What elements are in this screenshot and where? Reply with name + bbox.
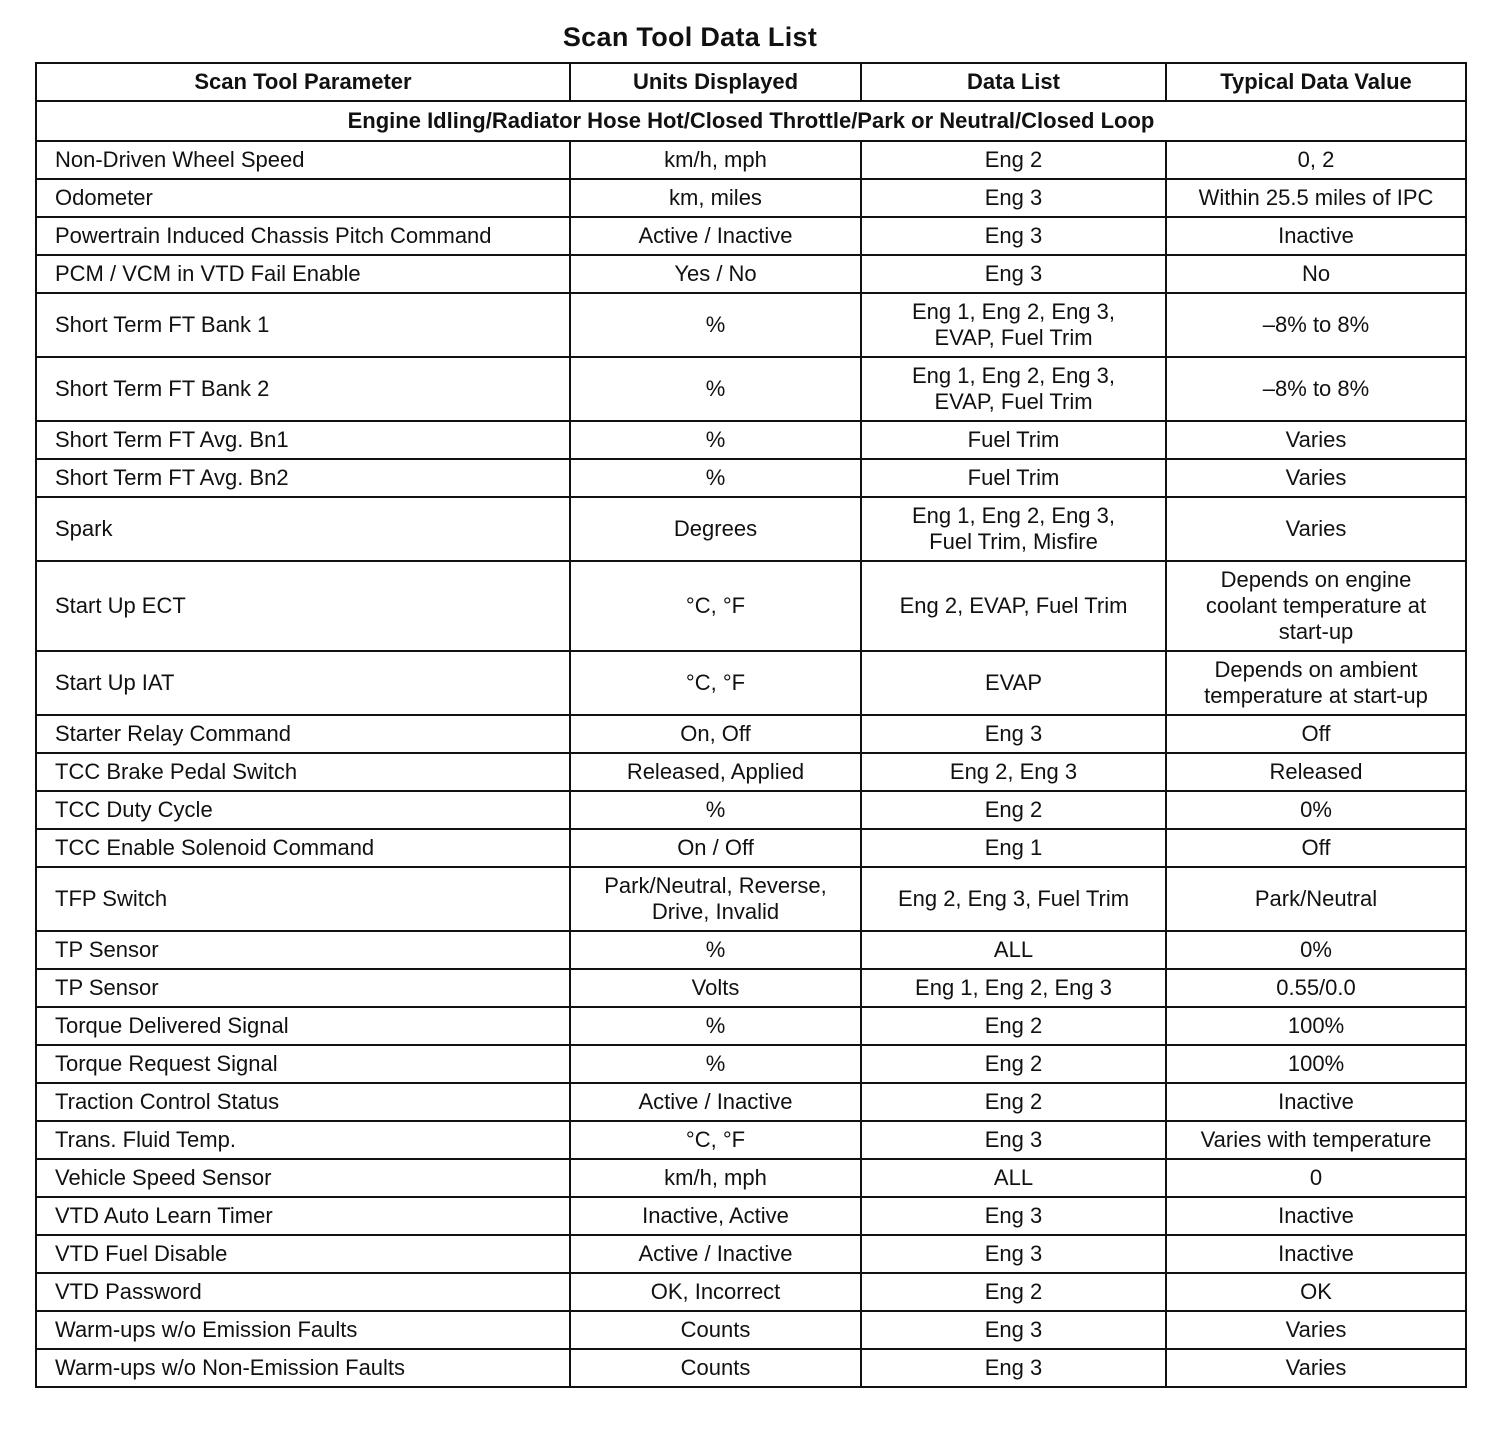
- cell-data-list: Eng 3: [861, 179, 1166, 217]
- cell-data-list: Eng 1: [861, 829, 1166, 867]
- cell-typical-value: –8% to 8%: [1166, 357, 1466, 421]
- cell-data-list: EVAP: [861, 651, 1166, 715]
- cell-units: Inactive, Active: [570, 1197, 861, 1235]
- table-row: [36, 421, 1466, 459]
- cell-parameter: Non-Driven Wheel Speed: [36, 141, 570, 179]
- table-row: [36, 1083, 1466, 1121]
- cell-parameter: Start Up IAT: [36, 651, 570, 715]
- cell-data-list: Eng 1, Eng 2, Eng 3, EVAP, Fuel Trim: [861, 357, 1166, 421]
- cell-typical-value: –8% to 8%: [1166, 293, 1466, 357]
- cell-data-list: Eng 3: [861, 1349, 1166, 1387]
- cell-parameter: TCC Duty Cycle: [36, 791, 570, 829]
- cell-parameter: VTD Password: [36, 1273, 570, 1311]
- cell-units: km/h, mph: [570, 1159, 861, 1197]
- cell-units: Active / Inactive: [570, 1235, 861, 1273]
- cell-typical-value: 0%: [1166, 791, 1466, 829]
- section-row: [36, 101, 1466, 141]
- cell-parameter: TP Sensor: [36, 931, 570, 969]
- cell-data-list: Eng 3: [861, 1235, 1166, 1273]
- cell-units: On, Off: [570, 715, 861, 753]
- cell-parameter: Starter Relay Command: [36, 715, 570, 753]
- column-header-data-list: Data List: [861, 63, 1166, 101]
- cell-typical-value: Off: [1166, 829, 1466, 867]
- cell-data-list: ALL: [861, 931, 1166, 969]
- cell-parameter: TCC Brake Pedal Switch: [36, 753, 570, 791]
- cell-data-list: Eng 2, Eng 3, Fuel Trim: [861, 867, 1166, 931]
- table-row: [36, 459, 1466, 497]
- cell-typical-value: 0.55/0.0: [1166, 969, 1466, 1007]
- cell-units: On / Off: [570, 829, 861, 867]
- cell-parameter: Short Term FT Bank 2: [36, 357, 570, 421]
- cell-typical-value: Varies: [1166, 459, 1466, 497]
- cell-typical-value: 0: [1166, 1159, 1466, 1197]
- cell-typical-value: Inactive: [1166, 1083, 1466, 1121]
- column-header-parameter: Scan Tool Parameter: [36, 63, 570, 101]
- cell-parameter: Short Term FT Bank 1: [36, 293, 570, 357]
- cell-units: %: [570, 931, 861, 969]
- cell-units: Counts: [570, 1349, 861, 1387]
- cell-data-list: Eng 2, EVAP, Fuel Trim: [861, 561, 1166, 651]
- cell-units: °C, °F: [570, 561, 861, 651]
- cell-parameter: Short Term FT Avg. Bn1: [36, 421, 570, 459]
- cell-units: Yes / No: [570, 255, 861, 293]
- cell-data-list: Eng 2: [861, 141, 1166, 179]
- cell-units: °C, °F: [570, 1121, 861, 1159]
- table-row: [36, 357, 1466, 421]
- cell-data-list: Eng 2: [861, 791, 1166, 829]
- table-row: [36, 1235, 1466, 1273]
- cell-typical-value: OK: [1166, 1273, 1466, 1311]
- cell-typical-value: Inactive: [1166, 1235, 1466, 1273]
- table-row: [36, 1273, 1466, 1311]
- cell-typical-value: Depends on engine coolant temperature at start-up: [1166, 561, 1466, 651]
- cell-parameter: Powertrain Induced Chassis Pitch Command: [36, 217, 570, 255]
- cell-data-list: Eng 2: [861, 1273, 1166, 1311]
- table-row: [36, 753, 1466, 791]
- cell-data-list: Eng 3: [861, 217, 1166, 255]
- cell-parameter: Start Up ECT: [36, 561, 570, 651]
- table-row: [36, 1311, 1466, 1349]
- cell-parameter: Torque Delivered Signal: [36, 1007, 570, 1045]
- cell-data-list: Eng 1, Eng 2, Eng 3, EVAP, Fuel Trim: [861, 293, 1166, 357]
- cell-typical-value: Varies: [1166, 497, 1466, 561]
- cell-units: %: [570, 459, 861, 497]
- cell-units: Active / Inactive: [570, 217, 861, 255]
- cell-typical-value: Inactive: [1166, 1197, 1466, 1235]
- cell-typical-value: 100%: [1166, 1007, 1466, 1045]
- cell-units: Active / Inactive: [570, 1083, 861, 1121]
- cell-data-list: Eng 1, Eng 2, Eng 3, Fuel Trim, Misfire: [861, 497, 1166, 561]
- table-row: [36, 179, 1466, 217]
- cell-parameter: Torque Request Signal: [36, 1045, 570, 1083]
- cell-units: %: [570, 1007, 861, 1045]
- cell-parameter: Warm-ups w/o Emission Faults: [36, 1311, 570, 1349]
- cell-typical-value: Varies with temperature: [1166, 1121, 1466, 1159]
- cell-parameter: PCM / VCM in VTD Fail Enable: [36, 255, 570, 293]
- cell-typical-value: 0%: [1166, 931, 1466, 969]
- cell-data-list: Eng 3: [861, 255, 1166, 293]
- cell-units: Released, Applied: [570, 753, 861, 791]
- cell-typical-value: Varies: [1166, 1311, 1466, 1349]
- cell-units: km, miles: [570, 179, 861, 217]
- cell-units: %: [570, 293, 861, 357]
- cell-units: km/h, mph: [570, 141, 861, 179]
- page-title: Scan Tool Data List: [562, 22, 818, 52]
- table-row: [36, 561, 1466, 651]
- table-row: [36, 651, 1466, 715]
- cell-units: Park/Neutral, Reverse, Drive, Invalid: [570, 867, 861, 931]
- cell-parameter: Trans. Fluid Temp.: [36, 1121, 570, 1159]
- cell-data-list: Eng 3: [861, 715, 1166, 753]
- cell-data-list: Fuel Trim: [861, 459, 1166, 497]
- column-header-units: Units Displayed: [570, 63, 861, 101]
- table-row: [36, 931, 1466, 969]
- table-row: [36, 141, 1466, 179]
- cell-typical-value: Varies: [1166, 421, 1466, 459]
- header-row: [36, 63, 1466, 101]
- cell-data-list: Eng 2, Eng 3: [861, 753, 1166, 791]
- cell-parameter: VTD Fuel Disable: [36, 1235, 570, 1273]
- cell-data-list: Eng 3: [861, 1121, 1166, 1159]
- cell-units: Degrees: [570, 497, 861, 561]
- cell-data-list: Eng 2: [861, 1045, 1166, 1083]
- cell-data-list: Eng 2: [861, 1083, 1166, 1121]
- cell-data-list: ALL: [861, 1159, 1166, 1197]
- cell-typical-value: 0, 2: [1166, 141, 1466, 179]
- cell-data-list: Fuel Trim: [861, 421, 1166, 459]
- cell-units: %: [570, 421, 861, 459]
- table-row: [36, 829, 1466, 867]
- cell-typical-value: Off: [1166, 715, 1466, 753]
- cell-units: %: [570, 791, 861, 829]
- cell-parameter: Vehicle Speed Sensor: [36, 1159, 570, 1197]
- table-row: [36, 1121, 1466, 1159]
- cell-typical-value: Depends on ambient temperature at start-up: [1166, 651, 1466, 715]
- column-header-typical-value: Typical Data Value: [1166, 63, 1466, 101]
- table-row: [36, 1349, 1466, 1387]
- cell-typical-value: Park/Neutral: [1166, 867, 1466, 931]
- cell-units: %: [570, 357, 861, 421]
- cell-units: °C, °F: [570, 651, 861, 715]
- table-row: [36, 1045, 1466, 1083]
- table-row: [36, 497, 1466, 561]
- cell-typical-value: Inactive: [1166, 217, 1466, 255]
- table-row: [36, 217, 1466, 255]
- cell-parameter: TCC Enable Solenoid Command: [36, 829, 570, 867]
- cell-units: OK, Incorrect: [570, 1273, 861, 1311]
- scan-tool-data-table: [35, 62, 1467, 1388]
- cell-parameter: Warm-ups w/o Non-Emission Faults: [36, 1349, 570, 1387]
- cell-parameter: TFP Switch: [36, 867, 570, 931]
- table-row: [36, 867, 1466, 931]
- cell-units: %: [570, 1045, 861, 1083]
- cell-typical-value: Released: [1166, 753, 1466, 791]
- cell-typical-value: Varies: [1166, 1349, 1466, 1387]
- cell-data-list: Eng 3: [861, 1311, 1166, 1349]
- section-label: Engine Idling/Radiator Hose Hot/Closed Throttle/Park or Neutral/Closed Loop: [36, 101, 1466, 141]
- cell-parameter: Traction Control Status: [36, 1083, 570, 1121]
- cell-parameter: Spark: [36, 497, 570, 561]
- cell-parameter: TP Sensor: [36, 969, 570, 1007]
- cell-parameter: VTD Auto Learn Timer: [36, 1197, 570, 1235]
- cell-parameter: Odometer: [36, 179, 570, 217]
- cell-data-list: Eng 3: [861, 1197, 1166, 1235]
- table-row: [36, 1159, 1466, 1197]
- cell-typical-value: Within 25.5 miles of IPC: [1166, 179, 1466, 217]
- cell-typical-value: No: [1166, 255, 1466, 293]
- table-row: [36, 1007, 1466, 1045]
- table-row: [36, 293, 1466, 357]
- table-row: [36, 1197, 1466, 1235]
- table-row: [36, 255, 1466, 293]
- cell-data-list: Eng 1, Eng 2, Eng 3: [861, 969, 1166, 1007]
- table-row: [36, 791, 1466, 829]
- cell-data-list: Eng 2: [861, 1007, 1166, 1045]
- cell-units: Counts: [570, 1311, 861, 1349]
- cell-parameter: Short Term FT Avg. Bn2: [36, 459, 570, 497]
- table-row: [36, 715, 1466, 753]
- cell-typical-value: 100%: [1166, 1045, 1466, 1083]
- cell-units: Volts: [570, 969, 861, 1007]
- table-row: [36, 969, 1466, 1007]
